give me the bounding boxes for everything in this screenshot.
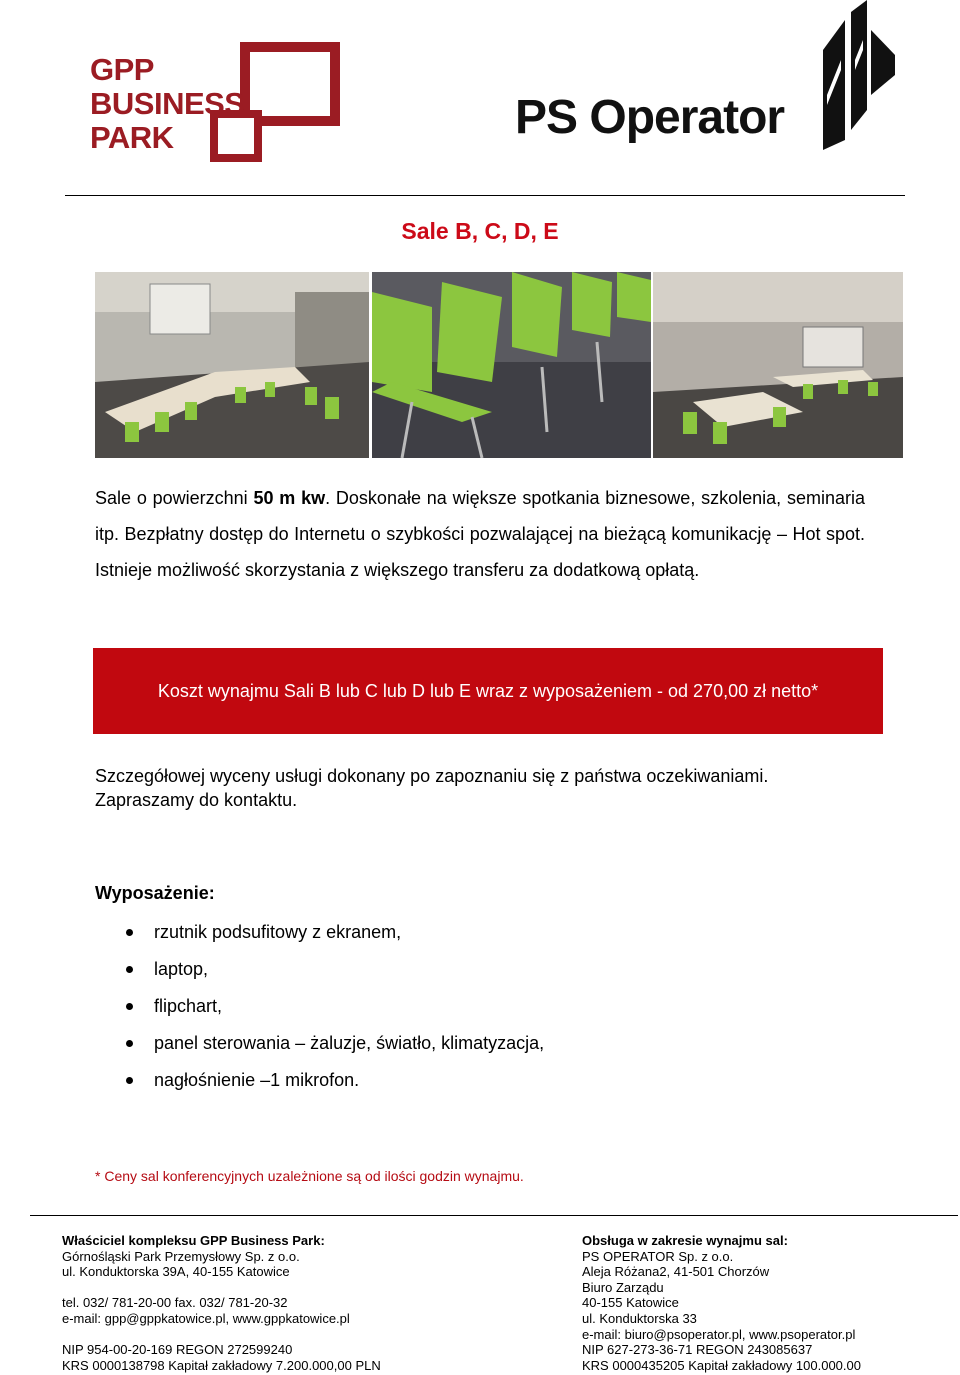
footer-line: Biuro Zarządu xyxy=(582,1279,664,1295)
logo-text-line: BUSINESS xyxy=(90,86,245,121)
footer-line: ul. Konduktorska 39A, 40-155 Katowice xyxy=(62,1264,290,1280)
footer-heading: Obsługa w zakresie wynajmu sal: xyxy=(582,1233,788,1248)
price-text: Koszt wynajmu Sali B lub C lub D lub E wraz z wyposażeniem - od 270,00 zł netto* xyxy=(157,680,819,701)
footer-email-line[interactable]: e-mail: gpp@gppkatowice.pl, www.gppkatowice.pl xyxy=(62,1310,350,1326)
list-item xyxy=(126,1025,544,1062)
equipment-heading: Wyposażenie: xyxy=(95,883,215,903)
footer-line: NIP 627-273-36-71 REGON 243085637 xyxy=(582,1342,813,1358)
bullet-icon xyxy=(126,966,133,973)
details-paragraph xyxy=(95,764,885,812)
list-item-label: flipchart, xyxy=(154,996,223,1016)
list-item xyxy=(126,951,544,988)
equipment-list xyxy=(126,914,544,1099)
list-item-label: panel sterowania – żaluzje, światło, klimatyzacja, xyxy=(154,1033,545,1053)
green-chairs-photo xyxy=(372,272,651,458)
logo-text-line: GPP xyxy=(90,52,154,87)
bullet-icon xyxy=(126,1040,133,1047)
meeting-room-photo xyxy=(653,272,903,458)
logo-text-line: PARK xyxy=(90,120,174,155)
footer-line: tel. 032/ 781-20-00 fax. 032/ 781-20-32 xyxy=(62,1295,288,1311)
ps-operator-logo xyxy=(515,0,895,150)
footer-line: KRS 0000138798 Kapitał zakładowy 7.200.000,00 PLN xyxy=(62,1357,381,1373)
bullet-icon xyxy=(126,929,133,936)
details-line: Szczegółowej wyceny usługi dokonany po zapoznaniu się z państwa oczekiwaniami. xyxy=(95,766,769,786)
intro-text: . Doskonałe na większe spotkania biznesowe, szkolenia, seminaria itp. Bezpłatny dostęp do Internetu o szybkości pozwalającej na bieżącą komunikację – Hot spot. Istnieje możliwość skorzystania z większego transferu za dodatkową opłatą. xyxy=(95,488,865,580)
list-item xyxy=(126,988,544,1025)
list-item xyxy=(126,914,544,951)
intro-paragraph xyxy=(95,480,865,588)
list-item-label: rzutnik podsufitowy z ekranem, xyxy=(154,922,402,942)
footer-line: Aleja Różana2, 41-501 Chorzów xyxy=(582,1264,770,1280)
footer-heading: Właściciel kompleksu GPP Business Park: xyxy=(62,1233,325,1248)
footer-line: ul. Konduktorska 33 xyxy=(582,1310,697,1326)
footer-operator-info xyxy=(582,1233,952,1373)
page-title: Sale B, C, D, E xyxy=(401,218,559,244)
price-banner xyxy=(93,648,883,734)
intro-area-bold: 50 m kw xyxy=(253,488,326,508)
footer-owner-info xyxy=(62,1233,542,1373)
footer-email-line[interactable]: e-mail: biuro@psoperator.pl, www.psoperator.pl xyxy=(582,1326,856,1342)
footer-line: KRS 0000435205 Kapitał zakładowy 100.000.00 xyxy=(582,1357,861,1373)
conference-room-photo xyxy=(95,272,369,458)
intro-text: Sale o powierzchni xyxy=(95,488,254,508)
list-item-label: laptop, xyxy=(154,959,209,979)
price-footnote: * Ceny sal konferencyjnych uzależnione są od ilości godzin wynajmu. xyxy=(95,1168,524,1184)
footer-divider xyxy=(30,1215,958,1216)
footer-line: NIP 954-00-20-169 REGON 272599240 xyxy=(62,1342,293,1358)
ps-operator-wordmark: PS Operator xyxy=(515,91,785,144)
gpp-business-park-logo xyxy=(90,42,360,167)
footer-line: 40-155 Katowice xyxy=(582,1295,679,1311)
list-item-label: nagłośnienie –1 mikrofon. xyxy=(154,1070,360,1090)
footer-line: Górnośląski Park Przemysłowy Sp. z o.o. xyxy=(62,1248,300,1264)
bullet-icon xyxy=(126,1077,133,1084)
bullet-icon xyxy=(126,1003,133,1010)
footer-line: PS OPERATOR Sp. z o.o. xyxy=(582,1248,734,1264)
header-divider xyxy=(65,195,905,196)
details-line: Zapraszamy do kontaktu. xyxy=(95,790,298,810)
ps-operator-emblem-icon xyxy=(805,0,895,150)
list-item xyxy=(126,1062,544,1099)
